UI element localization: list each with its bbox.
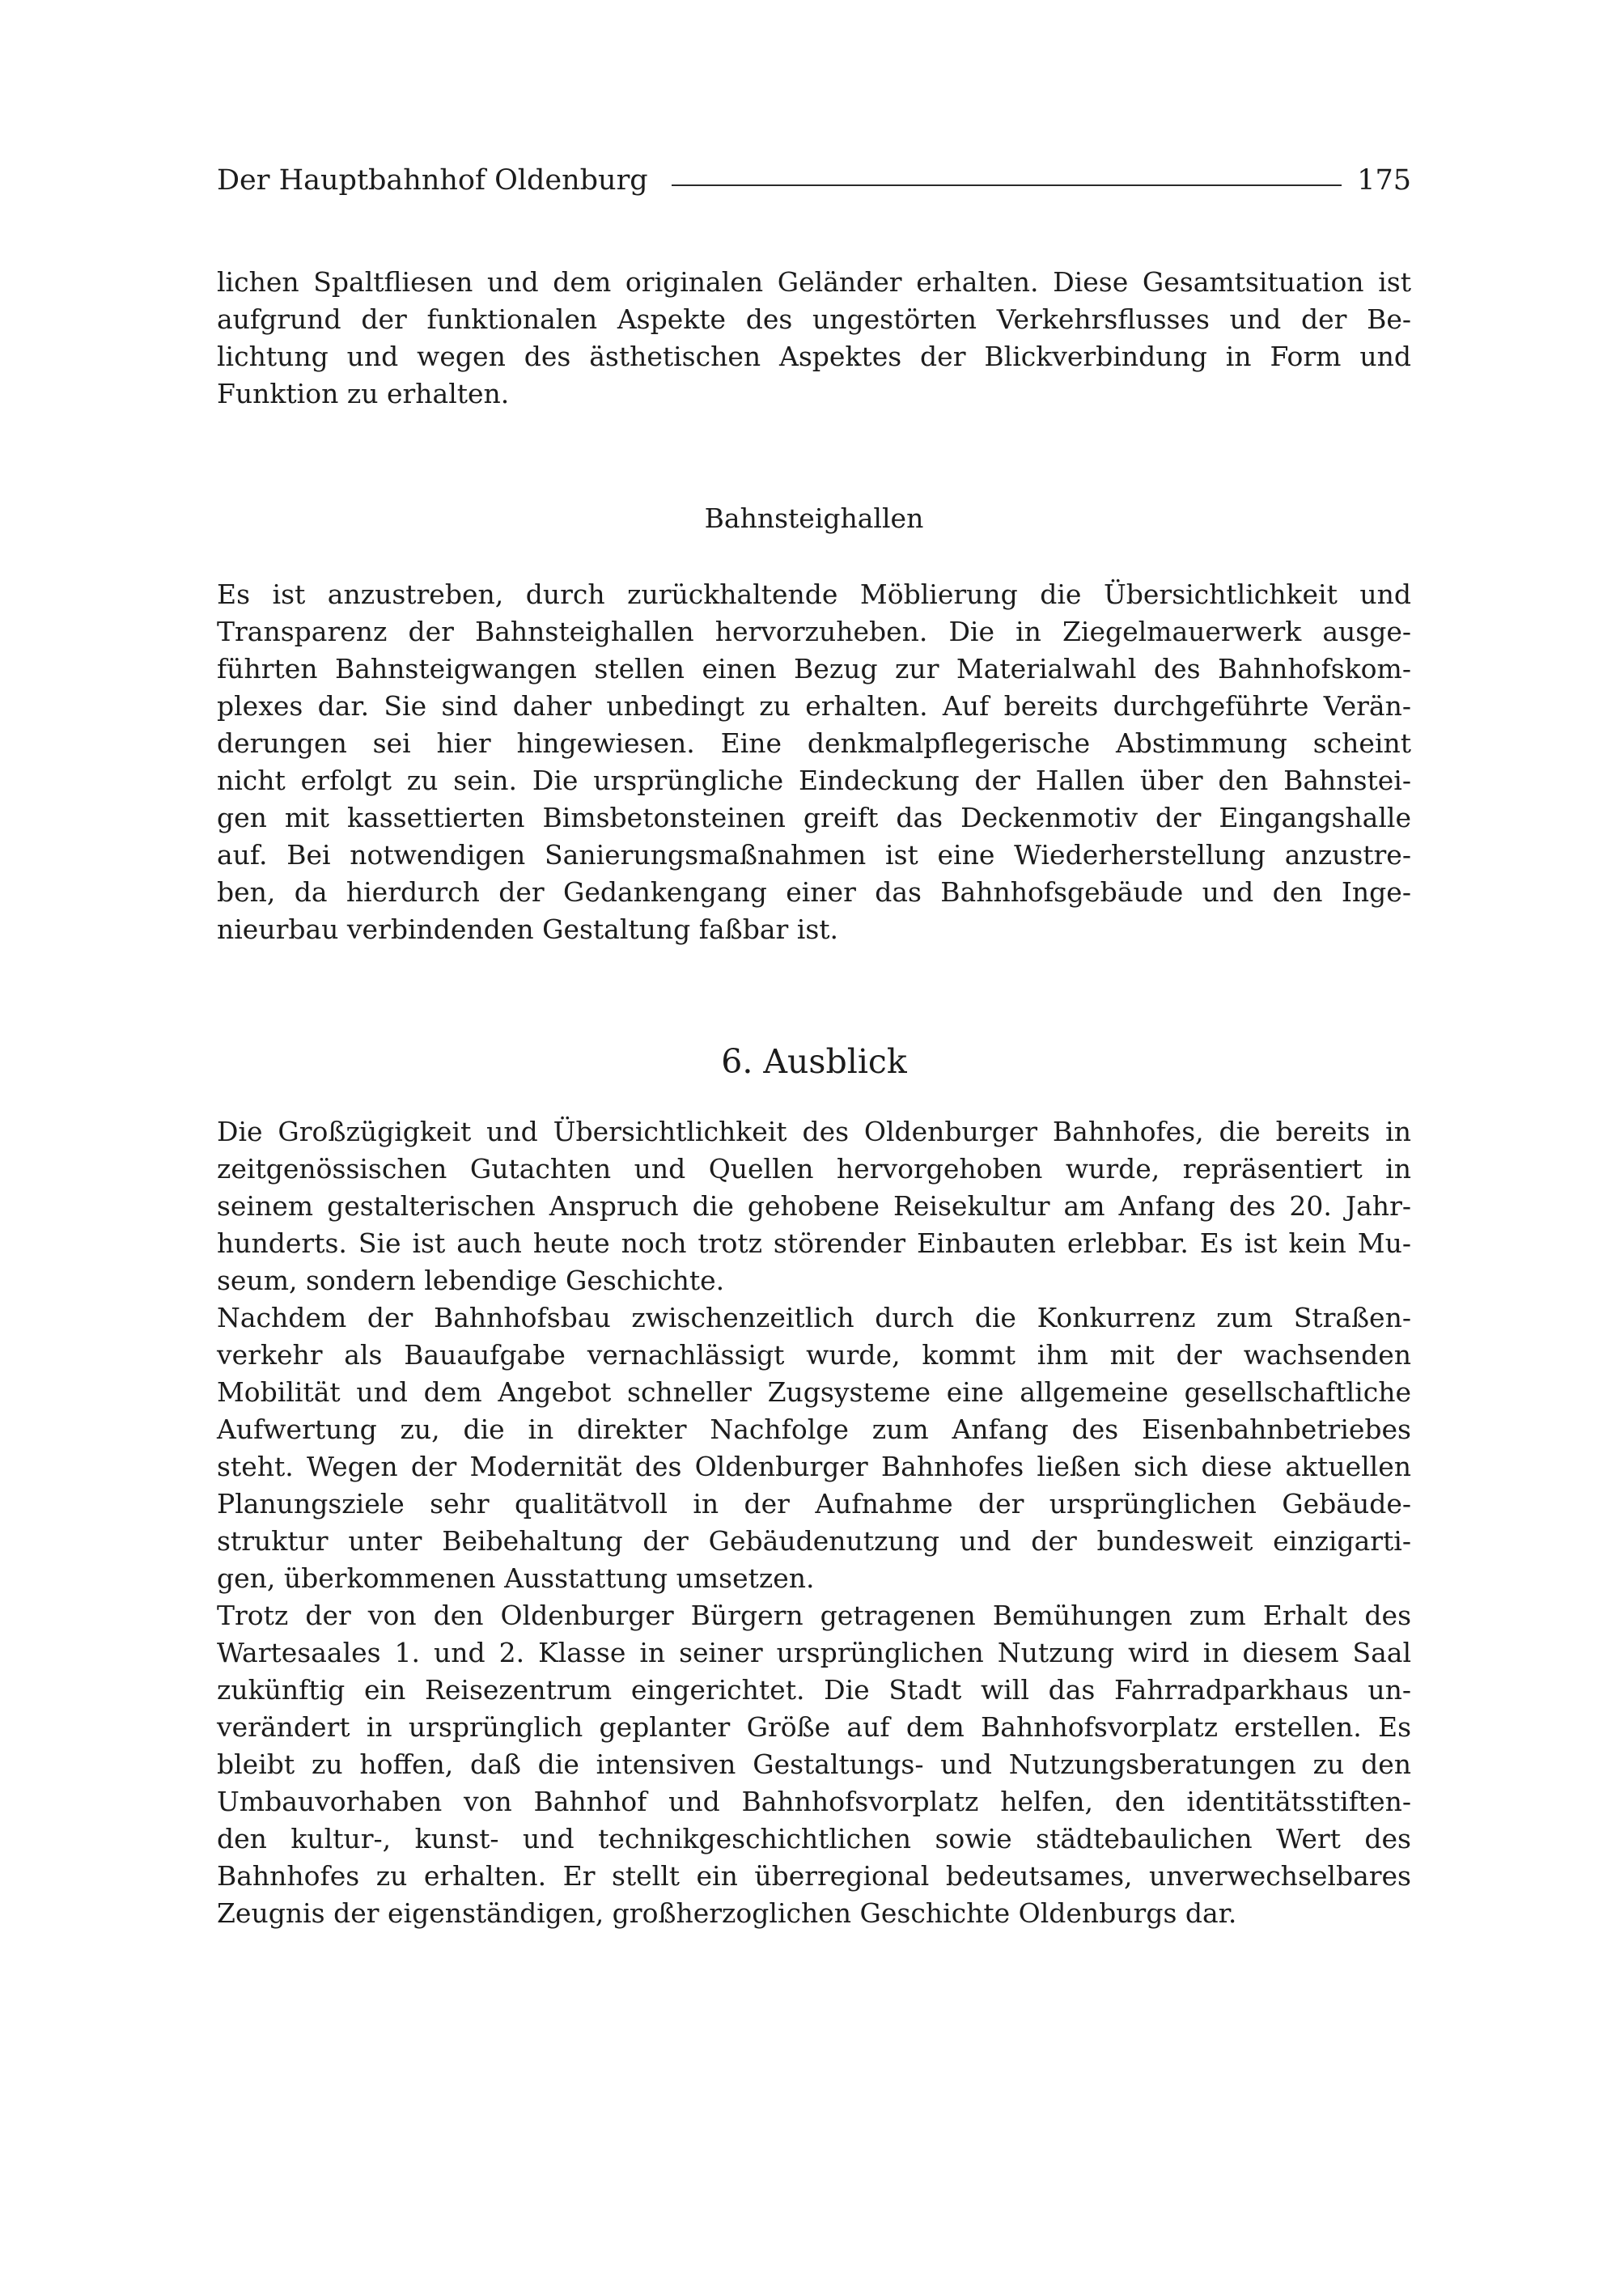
text-line: ben, da hierdurch der Gedankengang einer das Bahnhofsgebäude und den Inge- <box>217 876 1411 908</box>
text-line: Zeugnis der eigenständigen, großherzoglichen Geschichte Oldenburgs dar. <box>217 1897 1237 1929</box>
text-line: seinem gestalterischen Anspruch die gehobene Reisekultur am Anfang des 20. Jahr- <box>217 1190 1411 1222</box>
text-line: aufgrund der funktionalen Aspekte des ungestörten Verkehrsflusses und der Be- <box>217 303 1411 335</box>
page-number: 175 <box>1357 164 1411 197</box>
text-line: auf. Bei notwendigen Sanierungsmaßnahmen ist eine Wiederherstellung anzustre- <box>217 839 1411 871</box>
text-line: Aufwertung zu, die in direkter Nachfolge zum Anfang des Eisenbahnbetriebes <box>217 1414 1411 1445</box>
text-line: führten Bahnsteigwangen stellen einen Bezug zur Materialwahl des Bahnhofskom- <box>217 653 1411 685</box>
text-line: Bahnhofes zu erhalten. Er stellt ein überregional bedeutsames, unverwechselbares <box>217 1860 1411 1892</box>
running-head-title: Der Hauptbahnhof Oldenburg <box>217 164 648 197</box>
text-line: Es ist anzustreben, durch zurückhaltende Möblierung die Übersichtlichkeit und <box>217 579 1411 610</box>
text-line: Wartesaales 1. und 2. Klasse in seiner ursprünglichen Nutzung wird in diesem Saal <box>217 1637 1411 1668</box>
text-line: plexes dar. Sie sind daher unbedingt zu erhalten. Auf bereits durchgeführte Verän- <box>217 690 1411 722</box>
text-line: Funktion zu erhalten. <box>217 378 510 409</box>
text-line: derungen sei hier hingewiesen. Eine denkmalpflegerische Abstimmung scheint <box>217 727 1411 759</box>
text-line: struktur unter Beibehaltung der Gebäudenutzung und der bundesweit einzigarti- <box>217 1525 1411 1557</box>
text-line: nicht erfolgt zu sein. Die ursprüngliche Eindeckung der Hallen über den Bahnstei- <box>217 765 1411 796</box>
text-line: gen mit kassettierten Bimsbetonsteinen greift das Deckenmotiv der Eingangshalle <box>217 802 1411 833</box>
text-line: verändert in ursprünglich geplanter Größe auf dem Bahnhofsvorplatz erstellen. Es <box>217 1711 1411 1743</box>
text-line: bleibt zu hoffen, daß die intensiven Gestaltungs- und Nutzungsberatungen zu den <box>217 1748 1411 1780</box>
text-line: verkehr als Bauaufgabe vernachlässigt wurde, kommt ihm mit der wachsenden <box>217 1339 1411 1371</box>
running-head-rule <box>672 184 1342 186</box>
text-line: lichtung und wegen des ästhetischen Aspektes der Blickverbindung in Form und <box>217 341 1411 372</box>
text-line: gen, überkommenen Ausstattung umsetzen. <box>217 1562 815 1594</box>
text-line: zukünftig ein Reisezentrum eingerichtet. Die Stadt will das Fahrradparkhaus un- <box>217 1674 1411 1706</box>
paragraph-continued <box>217 264 1411 413</box>
section-heading-ausblick: 6. Ausblick <box>721 1042 907 1081</box>
text-line: hunderts. Sie ist auch heute noch trotz störender Einbauten erlebbar. Es ist kein Mu- <box>217 1227 1411 1259</box>
text-line: Mobilität und dem Angebot schneller Zugsysteme eine allgemeine gesellschaftliche <box>217 1376 1411 1408</box>
text-line: lichen Spaltfliesen und dem originalen Geländer erhalten. Diese Gesamtsituation ist <box>217 266 1411 298</box>
running-head <box>217 160 1411 201</box>
text-line: Transparenz der Bahnsteighallen hervorzuheben. Die in Ziegelmauerwerk ausge- <box>217 616 1411 647</box>
text-line: nieurbau verbindenden Gestaltung faßbar ist. <box>217 913 839 945</box>
text-line: seum, sondern lebendige Geschichte. <box>217 1265 725 1296</box>
paragraph-ausblick <box>217 1113 1411 1932</box>
text-line: Trotz der von den Oldenburger Bürgern getragenen Bemühungen zum Erhalt des <box>217 1600 1411 1631</box>
text-line: zeitgenössischen Gutachten und Quellen hervorgehoben wurde, repräsentiert in <box>217 1153 1411 1185</box>
text-line: steht. Wegen der Modernität des Oldenburger Bahnhofes ließen sich diese aktuellen <box>217 1451 1411 1482</box>
text-line: Die Großzügigkeit und Übersichtlichkeit des Oldenburger Bahnhofes, die bereits in <box>217 1116 1411 1147</box>
subheading-bahnsteighallen: Bahnsteighallen <box>704 502 924 534</box>
text-line: Planungsziele sehr qualitätvoll in der Aufnahme der ursprünglichen Gebäude- <box>217 1488 1411 1519</box>
text-line: den kultur-, kunst- und technikgeschichtlichen sowie städtebaulichen Wert des <box>217 1823 1411 1854</box>
text-line: Umbauvorhaben von Bahnhof und Bahnhofsvorplatz helfen, den identitätsstiften- <box>217 1786 1411 1817</box>
text-line: Nachdem der Bahnhofsbau zwischenzeitlich durch die Konkurrenz zum Straßen- <box>217 1302 1411 1333</box>
paragraph-bahnsteighallen <box>217 576 1411 948</box>
